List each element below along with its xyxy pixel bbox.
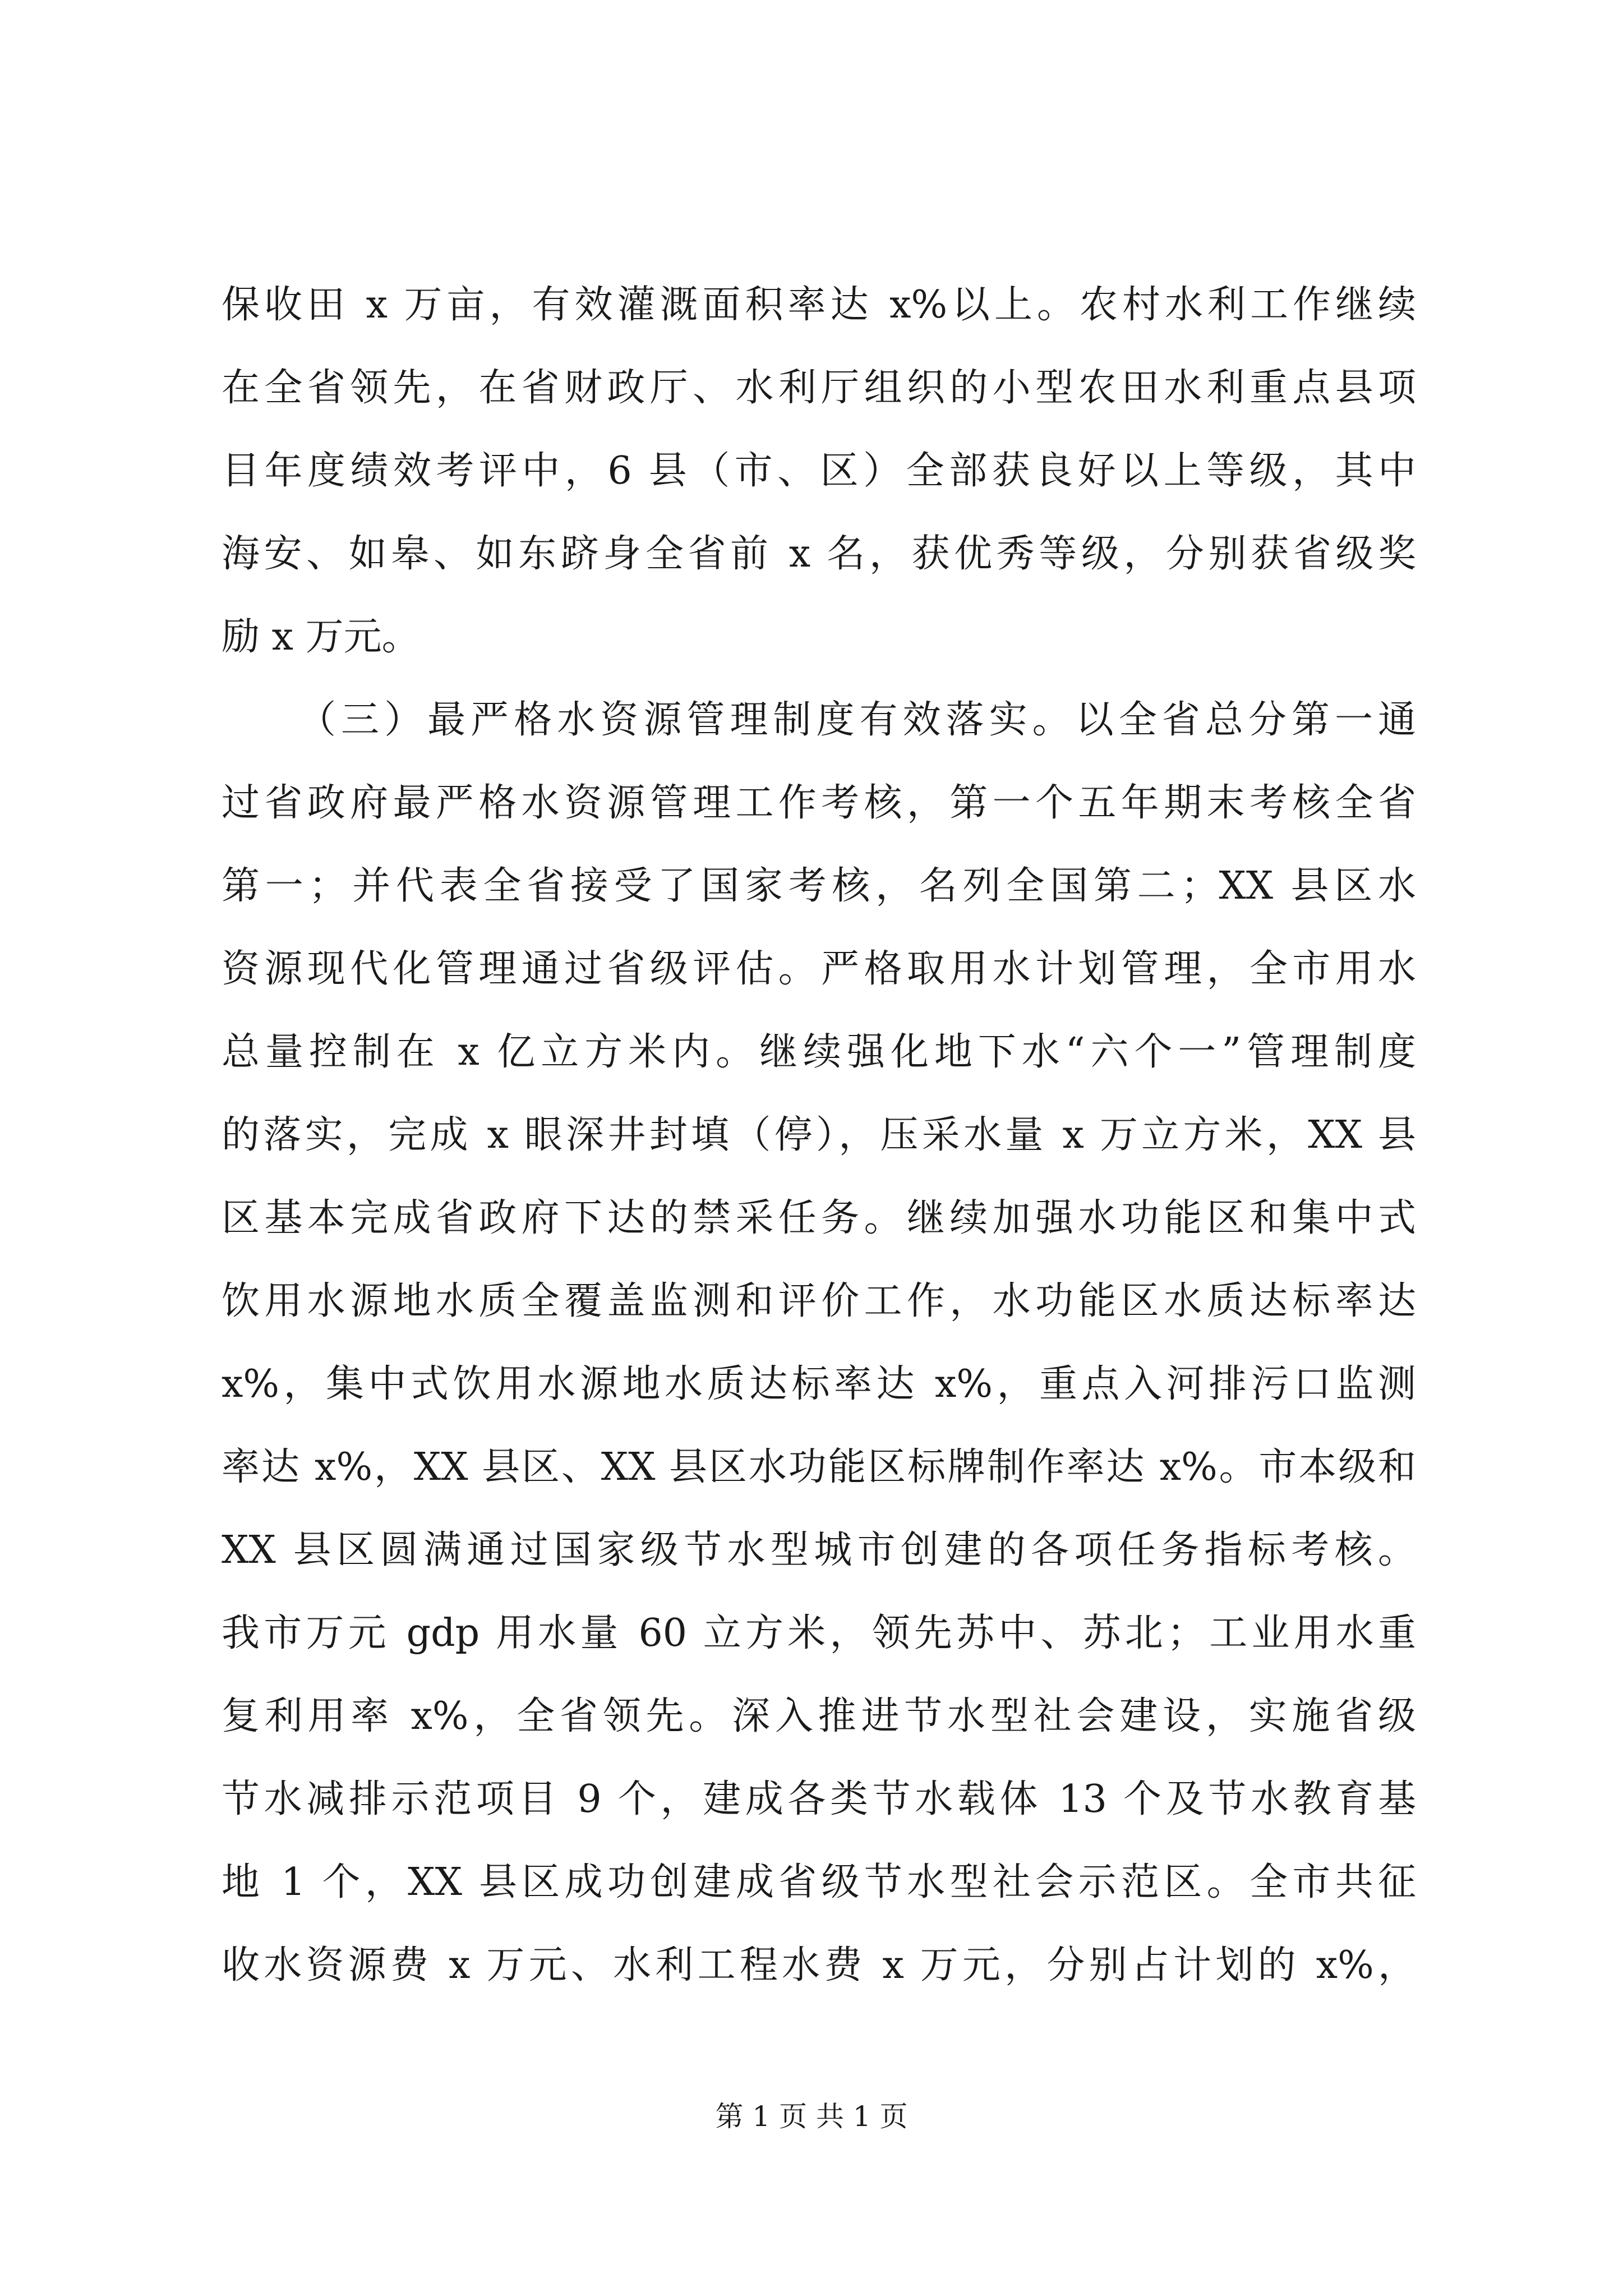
text-line: 饮用水源地水质全覆盖监测和评价工作，水功能区水质达标率达 xyxy=(222,1279,1416,1323)
text-line: 保收田 x 万亩，有效灌溉面积率达 x%以上。农村水利工作继续 xyxy=(222,283,1416,327)
text-line: 区基本完成省政府下达的禁采任务。继续加强水功能区和集中式 xyxy=(222,1196,1416,1240)
text-line: 海安、如皋、如东跻身全省前 x 名，获优秀等级，分别获省级奖 xyxy=(222,532,1416,576)
document-body xyxy=(222,264,1416,2007)
text-line: 资源现代化管理通过省级评估。严格取用水计划管理，全市用水 xyxy=(222,947,1416,991)
text-line: 率达 x%，XX 县区、XX 县区水功能区标牌制作率达 x%。市本级和 xyxy=(222,1445,1416,1489)
text-line: 的落实，完成 x 眼深井封填（停），压采水量 x 万立方米，XX 县 xyxy=(222,1113,1416,1157)
text-line: 目年度绩效考评中，6 县（市、区）全部获良好以上等级，其中 xyxy=(222,449,1416,493)
text-line: 收水资源费 x 万元、水利工程水费 x 万元，分别占计划的 x%， xyxy=(222,1943,1416,1987)
text-line: 过省政府最严格水资源管理工作考核，第一个五年期末考核全省 xyxy=(222,781,1416,825)
text-line: 第一；并代表全省接受了国家考核，名列全国第二；XX 县区水 xyxy=(222,864,1416,908)
text-line: （三）最严格水资源管理制度有效落实。以全省总分第一通 xyxy=(298,698,1416,742)
text-line: 励 x 万元。 xyxy=(222,615,420,659)
text-line: 节水减排示范项目 9 个，建成各类节水载体 13 个及节水教育基 xyxy=(222,1777,1416,1821)
text-line: 总量控制在 x 亿立方米内。继续强化地下水“六个一”管理制度 xyxy=(222,1030,1416,1074)
text-line: 在全省领先，在省财政厅、水利厅组织的小型农田水利重点县项 xyxy=(222,366,1416,410)
text-line: 复利用率 x%，全省领先。深入推进节水型社会建设，实施省级 xyxy=(222,1694,1416,1738)
text-line: XX 县区圆满通过国家级节水型城市创建的各项任务指标考核。 xyxy=(222,1528,1416,1572)
text-line: 我市万元 gdp 用水量 60 立方米，领先苏中、苏北；工业用水重 xyxy=(222,1611,1416,1655)
page-number-footer: 第 1 页 共 1 页 xyxy=(715,2100,908,2133)
paragraph-1 xyxy=(222,264,1416,679)
text-line: 地 1 个，XX 县区成功创建成省级节水型社会示范区。全市共征 xyxy=(222,1860,1416,1904)
text-line: x%，集中式饮用水源地水质达标率达 x%，重点入河排污口监测 xyxy=(222,1362,1416,1406)
paragraph-2 xyxy=(222,679,1416,2007)
